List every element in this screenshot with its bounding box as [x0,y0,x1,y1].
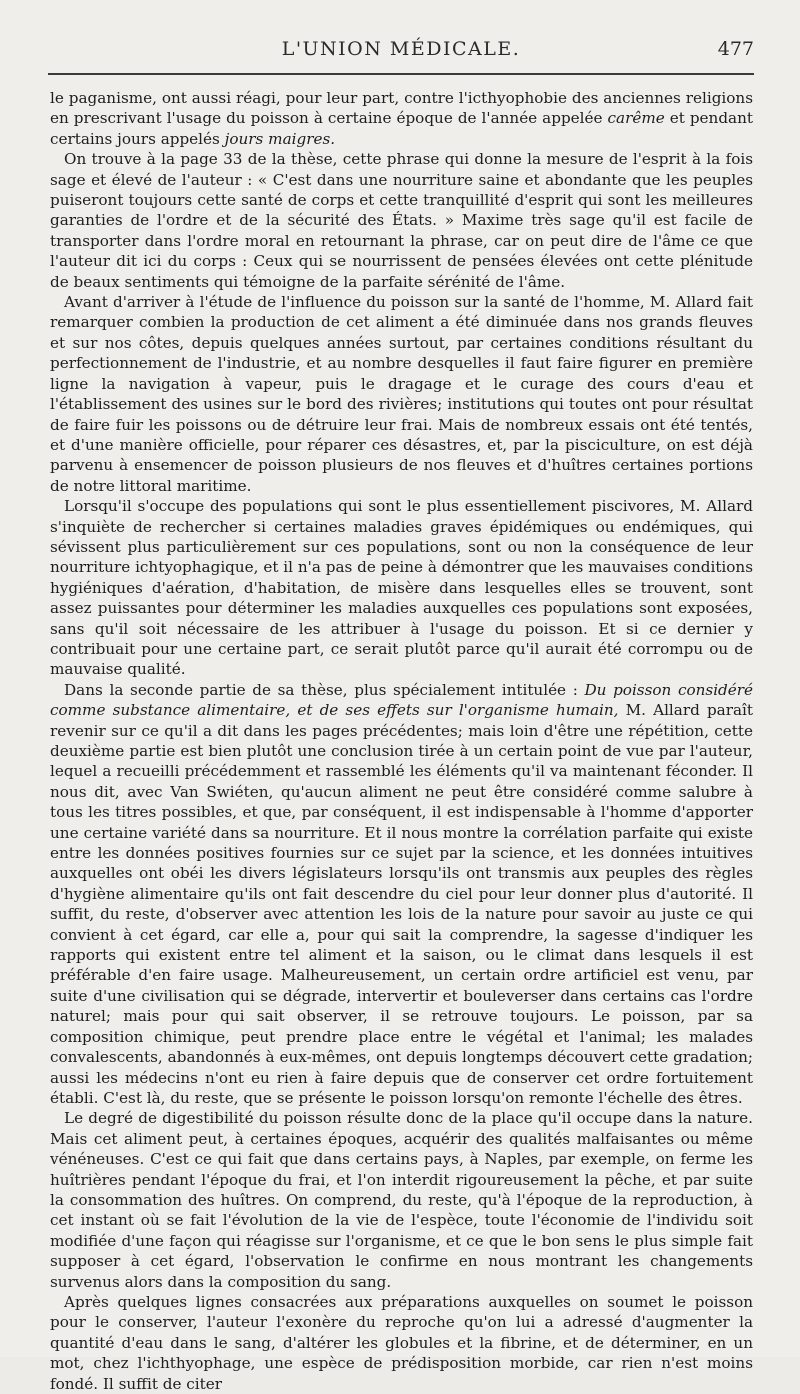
paragraph-6: Le degré de digestibilité du poisson résulte donc de la place qu'il occupe dans la nature. Mais cet aliment peut, à certaines époques, acquérir des qualités malfaisantes ou même vénéneuses. C'est ce qui fait que dans certains pays, à Naples, par exemple, on ferme les huîtrières pendant l'époque du frai, et l'on interdit rigoureusement la pêche, et par suite la consommation des huîtres. On comprend, du reste, qu'à l'époque de la reproduction, à cet instant où se fait l'évolution de la vie de l'espèce, toute l'économie de l'individu soit modifiée d'une façon qui réagisse sur l'organisme, et ce que le bon sens le plus simple fait supposer à cet égard, l'observation le confirme en nous montrant les changements survenus alors dans la composition du sang. [50,1109,753,1291]
paragraph-7: Après quelques lignes consacrées aux préparations auxquelles on soumet le poisson pour le conserver, l'auteur l'exonère du reproche qu'on lui a adressé d'augmenter la quantité d'eau dans le sang, d'altérer les globules et la fibrine, et de déterminer, en un mot, chez l'ichthyophage, une espèce de prédisposition morbide, car rien n'est moins fondé. Il suffit de citer [50,1292,753,1393]
paragraph-1 [50,88,753,149]
running-header [48,38,754,68]
paragraph-5-text-b: M. Allard paraît revenir sur ce qu'il a dit dans les pages précédentes; mais loin d'être une répétition, cette deuxième partie est bien plutôt une conclusion tirée à un certain point de vue par l'auteur, lequel a recueilli précédemment et rassemblé les éléments qu'il va maintenant féconder. Il nous dit, avec Van Swiéten, qu'aucun aliment ne peut être considéré comme salubre à tous les titres possibles, et que, par conséquent, il est indispensable à l'homme d'apporter une certaine variété dans sa nourriture. Et il nous montre la corrélation parfaite qui existe entre les données positives fournies sur ce sujet par la science, et les données intuitives auxquelles ont obéi les divers législateurs lorsqu'ils ont transmis aux peuples des règles d'hygiène alimentaire qu'ils ont fait descendre du ciel pour leur donner plus d'autorité. Il suffit, du reste, d'observer avec attention les lois de la nature pour savoir au juste ce qui convient à cet égard, car elle a, pour qui sait la comprendre, la sagesse d'indiquer les rapports qui existent entre tel aliment et la saison, ou le climat dans lesquels il est préférable d'en faire usage. Malheureusement, un certain ordre artificiel est venu, par suite d'une civilisation qui se dégrade, intervertir et bouleverser dans certains cas l'ordre naturel; mais pour qui sait observer, il se retrouve toujours. Le poisson, par sa composition chimique, peut prendre place entre le végétal et l'animal; les malades convalescents, abandonnés à eux-mêmes, ont depuis longtemps découvert cette gradation; aussi les médecins n'ont eu rien à faire depuis que de conserver cet ordre fortuitement établi. C'est là, du reste, que se présente le poisson lorsqu'on remonte l'échelle des êtres. [50,701,754,1107]
paragraph-2: On trouve à la page 33 de la thèse, cette phrase qui donne la mesure de l'esprit à la fois sage et élevé de l'auteur : « C'est dans une nourriture saine et abondante que les peuples puiseront toujours cette santé de corps et cette tranquillité d'esprit qui sont les meilleures garanties de l'ordre et de la sécurité des États. » Maxime très sage qu'il est facile de transporter dans l'ordre moral en retournant la phrase, car on peut dire de l'âme ce que l'auteur dit ici du corps : Ceux qui se nourrissent de pensées élevées ont cette plénitude de beaux sentiments qui témoigne de la parfaite sérénité de l'âme. [50,150,753,291]
paragraph-5-text-a: Dans la seconde partie de sa thèse, plus spécialement intitulée : [64,680,585,699]
header-rule [48,73,754,75]
paragraph-5 [50,680,753,1109]
paragraph-5-italic-title: Du poisson considéré comme substance alimentaire, et de ses effets sur l'organisme humain, [50,680,754,720]
paragraph-1-text-a: le paganisme, ont aussi réagi, pour leur part, contre l'icthyophobie des anciennes religions en prescrivant l'usage du poisson à certaine époque de l'année appelée [50,89,753,128]
body-text [50,88,753,1394]
paragraph-1-italic-careme: carême [607,109,665,128]
page-number: 477 [717,38,754,60]
paragraph-4: Lorsqu'il s'occupe des populations qui sont le plus essentiellement piscivores, M. Allard s'inquiète de rechercher si certaines maladies graves épidémiques ou endémiques, qui sévissent plus particulièrement sur ces populations, sont ou non la conséquence de leur nourriture ichtyophagique, et il n'a pas de peine à démontrer que les mauvaises conditions hygiéniques d'aération, d'habitation, de misère dans lesquelles elles se trouvent, sont assez puissantes pour déterminer les maladies auxquelles ces populations sont exposées, sans qu'il soit nécessaire de les attribuer à l'usage du poisson. Et si ce dernier y contribuait pour une certaine part, ce serait plutôt parce qu'il aurait été corrompu ou de mauvaise qualité. [50,497,753,679]
running-title: L'UNION MÉDICALE. [281,38,521,60]
paragraph-1-italic-jours-maigres: jours maigres. [224,129,336,148]
paragraph-3: Avant d'arriver à l'étude de l'influence du poisson sur la santé de l'homme, M. Allard fait remarquer combien la production de cet aliment a été diminuée dans nos grands fleuves et sur nos côtes, depuis quelques années surtout, par certaines conditions résultant du perfectionnement de l'industrie, et au nombre desquelles il faut faire figurer en première ligne la navigation à vapeur, puis le dragage et le curage des cours d'eau et l'établissement des usines sur le bord des rivières; institutions qui toutes ont pour résultat de faire fuir les poissons ou de détruire leur frai. Mais de nombreux essais ont été tentés, et d'une manière officielle, pour réparer ces désastres, et, par la pisciculture, on est déjà parvenu à ensemencer de poisson plusieurs de nos fleuves et d'huîtres certaines portions de notre littoral maritime. [50,293,753,495]
paragraph-1-text-b: et pendant certains jours appelés [50,109,753,148]
